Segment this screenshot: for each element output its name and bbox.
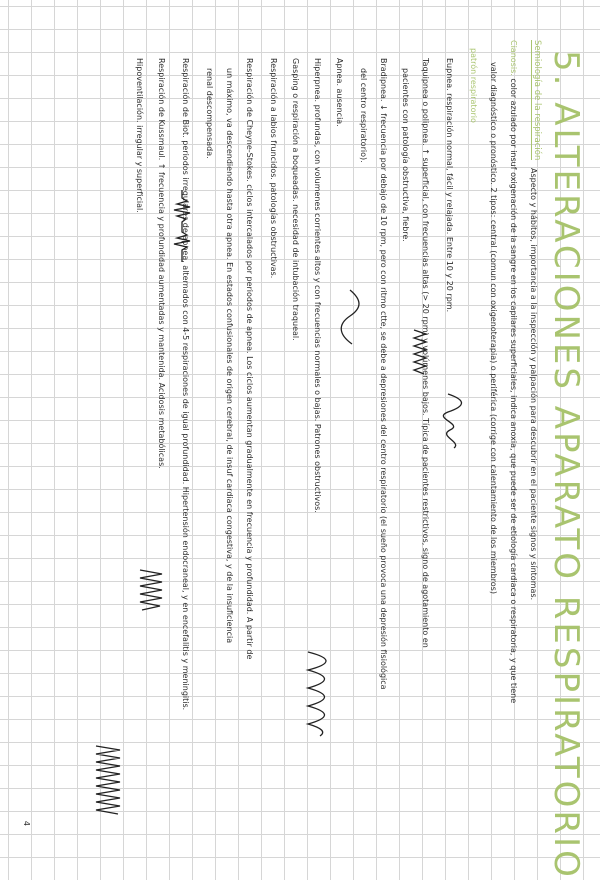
kussmaul-wave-icon (92, 744, 124, 820)
list-item-gasping: Gasping o respiración a boqueadas. necesidad de intubación traqueal. (291, 58, 300, 341)
list-item-apnea: Apnea. ausencia. (335, 58, 344, 127)
intro-line-3: valor diagnóstico o pronóstico. 2 tipos: central (comun con oxigenoterapia) o periférica (corrige con calentamiento de los miembros) (489, 62, 498, 594)
list-item-eupnea: Eupnea. respiración normal, fácil y relajada. Entre 10 y 20 rpm. (445, 58, 454, 313)
pattern-label: patrón respiratorio (469, 48, 478, 123)
list-item-hipoventilacion: Hipoventilación. irregular y superficial. (135, 58, 144, 213)
list-item-taquipnea: Taquipnea o polipnea. ↑ superficial, con frecuencias altas (> 20 rpm) y volúmenes bajos. Típica de pacientes restrictivos, signo de agotamiento en (421, 58, 430, 648)
list-item-cheyne-stokes: Respiración de Cheyne-Stokes. ciclos intercalados por periodos de apnea. Los ciclos aumentan gradualmente en frecuencia y profundidad. A partir de (245, 58, 254, 660)
list-item-labios: Respiración a labios fruncidos. patologías obstructivas. (269, 58, 278, 279)
list-item-biot: Respiración de Biot. periodos irregulares de apnea, alternados con 4-5 respiraciones de igual profundidad. Hipertensión endocraneal, y en encefalitis y meningitis. (181, 58, 190, 711)
page-title: 5. ALTERACIONES APARATO RESPIRATORIO (546, 50, 586, 880)
taquipnea-wave-icon (410, 328, 430, 378)
intro-line-2 (509, 40, 518, 703)
list-item-kussmaul: Respiración de Kussmaul. ↑ frecuencia y profundidad aumentadas y mantenida. Acidosis metabólicas. (157, 58, 166, 469)
list-item-cheyne-stokes-cont2: renal descompensada. (205, 68, 214, 159)
list-item-taquipnea-cont: pacientes con patología obstructiva, fiebre. (401, 68, 410, 242)
bradipnea-wave-icon (338, 288, 364, 348)
intro-line-1: Aspecto y hábitos, importancia a la inspección y palpación para descubrir en el paciente signos y síntomas. (529, 168, 538, 601)
page-number: 4 (22, 820, 31, 826)
list-item-bradipnea: Bradipnea. ↓ frecuencia por debajo de 10 rpm, pero con ritmo ctte, se debe a depresiones del centro respiratorio (el sueño provoca una depresión fisiológica (379, 58, 388, 690)
cianosis-label: Cianosis. (509, 40, 518, 76)
cheyne-stokes-wave-icon (170, 188, 196, 268)
list-item-cheyne-stokes-cont: un máximo, va descendiendo hasta otra apnea. En estados confusionales de origen cerebral, de insuf cardiaca congestiva, y de la insuficiencia (225, 68, 234, 644)
list-item-hiperpnea: Hiperpnea. profundas, con volumenes corrientes altos y con frecuencias normales o bajas. Patrones obstructivos. (313, 58, 322, 513)
biot-wave-icon (136, 568, 166, 614)
list-item-bradipnea-cont: del centro respiratorio). (359, 68, 368, 163)
hiperpnea-wave-icon (304, 650, 334, 740)
section-subtitle: Semiología de la respiración (532, 40, 542, 161)
eupnea-wave-icon (442, 392, 468, 452)
cianosis-text: color azulado por insuf oxigenación de la sangre en los capilares superficiales, indica anoxia, que puede ser de etiología cardiaca o respiratoria, y que tiene (509, 78, 518, 704)
